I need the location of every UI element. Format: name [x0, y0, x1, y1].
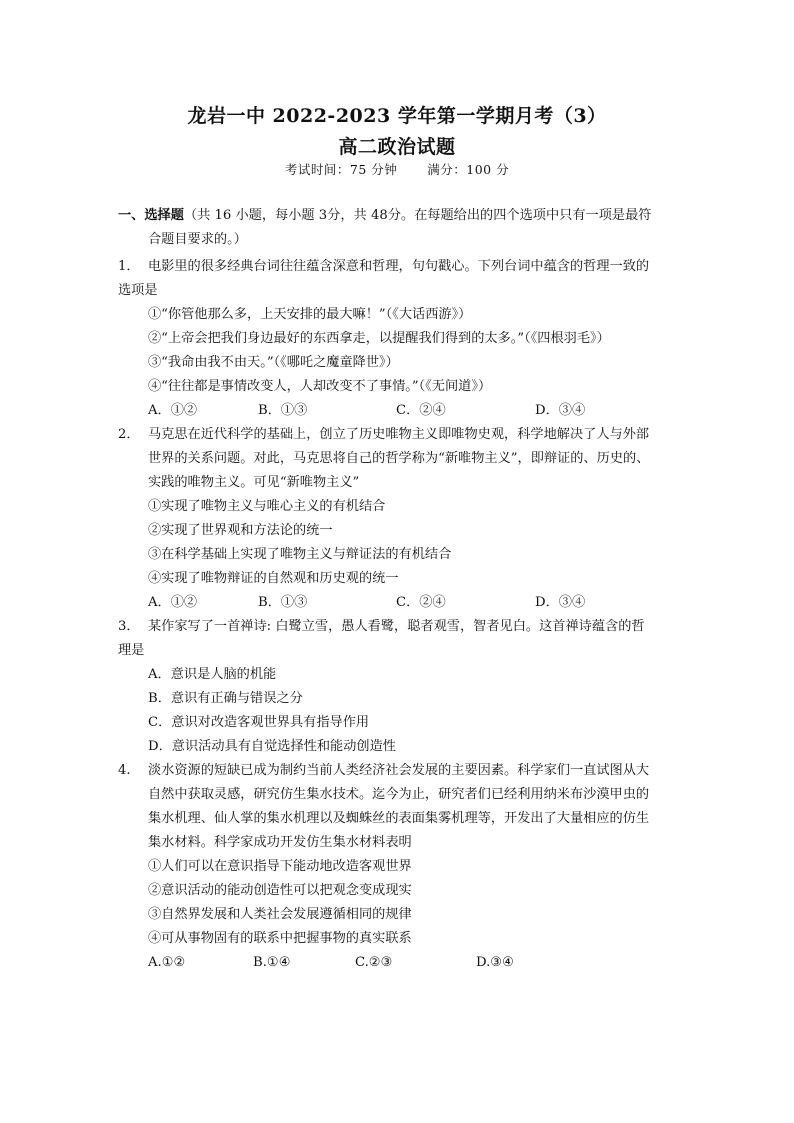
answer-option: B．意识有正确与错误之分: [148, 691, 303, 706]
statement-item: ②意识活动的能动创造性可以把观念变成现实: [148, 883, 412, 898]
choice-row: [148, 593, 608, 613]
choice-b: B．①③: [258, 595, 308, 610]
section-description: （共 16 小题，每小题 3分，共 48分。在每题给出的四个选项中只有一项是最符: [183, 208, 652, 223]
question-stem: 集水机理、仙人掌的集水机理以及蜘蛛丝的表面集雾机理等，开发出了大量相应的仿生: [148, 811, 650, 826]
statement-item: ③自然界发展和人类社会发展遵循相同的规律: [148, 907, 412, 922]
choice-d: D．③④: [535, 403, 586, 418]
question-stem: 实践的唯物主义。可见“新唯物主义”: [148, 475, 360, 490]
section-heading: 一、选择题: [118, 208, 184, 223]
statement-item: ①人们可以在意识指导下能动地改造客观世界: [148, 859, 412, 874]
choice-c: C．②④: [396, 595, 446, 610]
statement-item: ④实现了唯物辩证的自然观和历史观的统一: [148, 571, 399, 586]
question-stem: 马克思在近代科学的基础上，创立了历史唯物主义即唯物史观，科学地解决了人与外部: [148, 427, 650, 442]
choice-row: [148, 953, 608, 973]
question-stem: 世界的关系问题。对此，马克思将自己的哲学称为“新唯物主义”，即辩证的、历史的、: [148, 451, 650, 466]
statement-item: ①“你管他那么多，上天安排的最大嘛！”（《大话西游》）: [148, 307, 472, 322]
answer-option: C．意识对改造客观世界具有指导作用: [148, 715, 370, 730]
question-stem: 淡水资源的短缺已成为制约当前人类经济社会发展的主要因素。科学家们一直试图从大: [148, 763, 650, 778]
question-stem: 理是: [118, 643, 145, 658]
choice-d: D．③④: [535, 595, 586, 610]
choice-a: A.①②: [148, 955, 186, 970]
choice-b: B．①③: [258, 403, 308, 418]
statement-item: ②“上帝会把我们身边最好的东西拿走，以提醒我们得到的太多。”（《四根羽毛》）: [148, 331, 610, 346]
exam-title: 龙岩一中 2022-2023 学年第一学期月考（3）: [187, 105, 607, 127]
question-number: 2．: [118, 427, 140, 442]
answer-option: D．意识活动具有自觉选择性和能动创造性: [148, 739, 396, 754]
question-number: 3．: [118, 619, 140, 634]
question-stem: 自然中获取灵感，研究仿生集水技术。迄今为止，研究者们已经利用纳米布沙漠甲虫的: [148, 787, 650, 802]
choice-b: B.①④: [253, 955, 291, 970]
exam-meta: [0, 160, 794, 178]
choice-d: D.③④: [476, 955, 514, 970]
exam-score: 满分：100 分: [427, 162, 510, 177]
question-stem: 集水材料。科学家成功开发仿生集水材料表明: [148, 835, 412, 850]
choice-c: C.②③: [355, 955, 393, 970]
statement-item: ④“往往都是事情改变人，人却改变不了事情。”（《无间道》）: [148, 379, 492, 394]
answer-option: A．意识是人脑的机能: [148, 667, 277, 682]
choice-row: [148, 401, 608, 421]
choice-a: A．①②: [148, 595, 198, 610]
statement-item: ③“我命由我不由天。”（《哪吒之魔童降世》）: [148, 355, 399, 370]
question-stem: 某作家写了一首禅诗: 白鹭立雪，愚人看鹭，聪者观雪，智者见白。这首禅诗蕴含的哲: [148, 619, 645, 634]
statement-item: ④可从事物固有的联系中把握事物的真实联系: [148, 931, 412, 946]
question-stem: 电影里的很多经典台词往往蕴含深意和哲理，句句戳心。下列台词中蕴含的哲理一致的: [148, 259, 650, 274]
exam-subtitle: 高二政治试题: [338, 136, 456, 158]
statement-item: ①实现了唯物主义与唯心主义的有机结合: [148, 499, 386, 514]
choice-a: A．①②: [148, 403, 198, 418]
exam-time: 考试时间：75 分钟: [284, 162, 398, 177]
question-stem: 选项是: [118, 283, 158, 298]
choice-c: C．②④: [396, 403, 446, 418]
statement-item: ③在科学基础上实现了唯物主义与辩证法的有机结合: [148, 547, 452, 562]
statement-item: ②实现了世界观和方法论的统一: [148, 523, 333, 538]
question-number: 4.: [118, 763, 131, 778]
section-description-cont: 合题目要求的。）: [148, 232, 247, 247]
question-number: 1．: [118, 259, 140, 274]
section-heading-line: [118, 206, 651, 226]
